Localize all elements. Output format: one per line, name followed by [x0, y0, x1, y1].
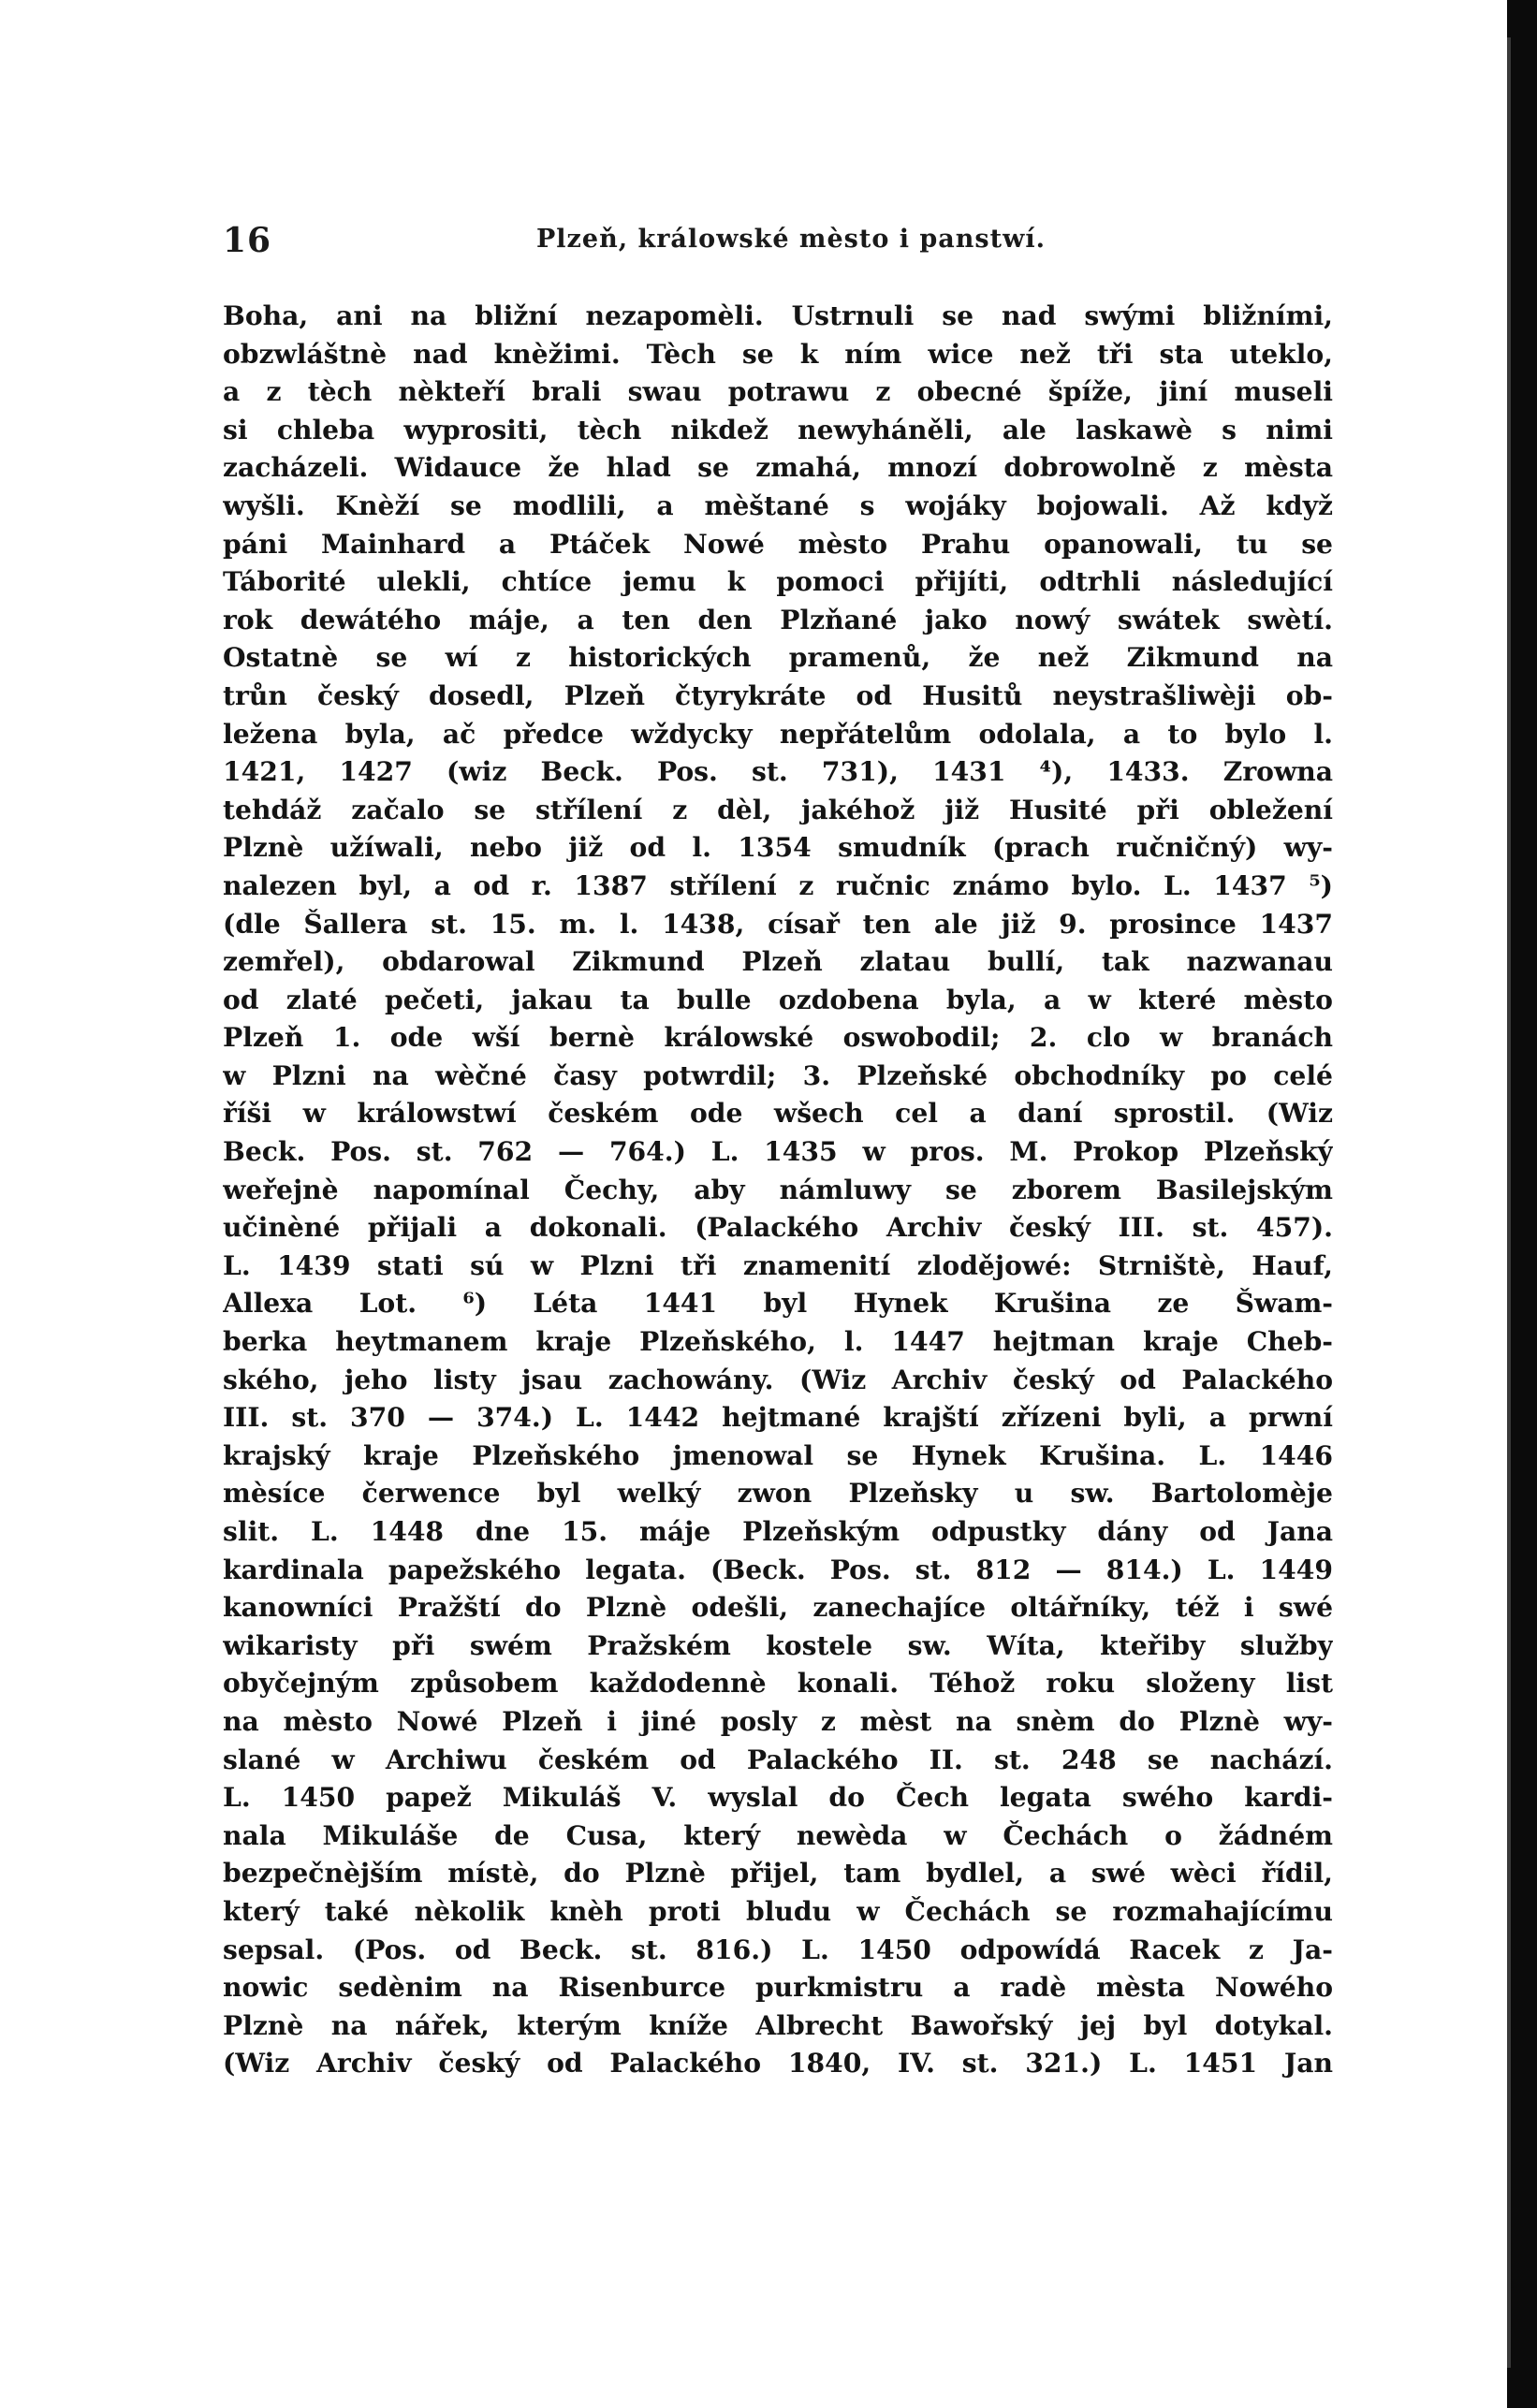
text-line: Plznè na nářek, kterým kníže Albrecht Bawořský jej byl dotykal. [223, 2009, 1333, 2041]
running-title: Plzeň, králowské mèsto i panstwí. [536, 225, 1046, 254]
text-line: kanowníci Pražští do Plznè odešli, zanechajíce oltářníky, též i swé [223, 1592, 1333, 1624]
text-line: od zlaté pečeti, jakau ta bulle ozdobena byla, a w které mèsto [223, 984, 1333, 1015]
text-line: w Plzni na wèčné časy potwrdil; 3. Plzeňské obchodníky po celé [223, 1059, 1333, 1091]
scan-edge [1507, 0, 1537, 2408]
text-line: na mèsto Nowé Plzeň i jiné posly z mèst na snèm do Plznè wy- [223, 1705, 1333, 1737]
text-line: Beck. Pos. st. 762 — 764.) L. 1435 w pros. M. Prokop Plzeňský [223, 1136, 1333, 1168]
text-line: nalezen byl, a od r. 1387 střílení z ručnic známo bylo. L. 1437 ⁵) [223, 869, 1333, 901]
text-line: Ostatnè se wí z historických pramenů, že než Zikmund na [223, 642, 1333, 674]
text-line: nala Mikuláše de Cusa, který newèda w Čechách o žádném [223, 1819, 1333, 1851]
text-line: L. 1450 papež Mikuláš V. wyslal do Čech legata swého kardi- [223, 1782, 1333, 1814]
text-line: (Wiz Archiv český od Palackého 1840, IV. st. 321.) L. 1451 Jan [223, 2048, 1333, 2080]
text-line: Allexa Lot. ⁶) Léta 1441 byl Hynek Krušina ze Šwam- [223, 1288, 1333, 1320]
text-line: 1421, 1427 (wiz Beck. Pos. st. 731), 1431 ⁴), 1433. Zrowna [223, 756, 1333, 788]
text-line: rok dewátého máje, a ten den Plzňané jako nowý swátek swètí. [223, 604, 1333, 635]
text-line: si chleba wyprositi, tèch nikdež newyháněli, ale laskawè s nimi [223, 414, 1333, 445]
text-line: učinèné přijali a dokonali. (Palackého Archiv český III. st. 457). [223, 1212, 1333, 1244]
text-line: páni Mainhard a Ptáček Nowé mèsto Prahu opanowali, tu se [223, 528, 1333, 560]
scan-edge-shadow [1507, 37, 1511, 2368]
text-line: III. st. 370 — 374.) L. 1442 hejtmané krajští zřízeni byli, a prwní [223, 1402, 1333, 1434]
text-line: zemřel), obdarowal Zikmund Plzeň zlatau bullí, tak nazwanau [223, 946, 1333, 978]
text-line: mèsíce čerwence byl welký zwon Plzeňsky u sw. Bartolomèje [223, 1478, 1333, 1510]
text-line: weřejnè napomínal Čechy, aby námluwy se zborem Basilejským [223, 1174, 1333, 1205]
page-number: 16 [223, 221, 272, 260]
text-line: berka heytmanem kraje Plzeňského, l. 1447 hejtman kraje Cheb- [223, 1326, 1333, 1358]
text-line: L. 1439 stati sú w Plzni tři znamenití zlodějowé: Strništè, Hauf, [223, 1249, 1333, 1281]
text-line: Boha, ani na bližní nezapomèli. Ustrnuli se nad swými bližními, [223, 300, 1333, 331]
text-line: Plzeň 1. ode wší bernè králowské oswobodil; 2. clo w branách [223, 1022, 1333, 1054]
text-line: trůn český dosedl, Plzeň čtyrykráte od Husitů neystrašliwèji ob- [223, 679, 1333, 711]
text-line: tehdáž začalo se střílení z dèl, jakéhož již Husité při obležení [223, 794, 1333, 825]
body-text [223, 298, 1333, 2083]
text-line: sepsal. (Pos. od Beck. st. 816.) L. 1450 odpowídá Racek z Ja- [223, 1934, 1333, 1965]
text-line: a z tèch nèkteří brali swau potrawu z obecné špíže, jiní museli [223, 376, 1333, 408]
text-line: ležena byla, ač předce wždycky nepřátelům odolala, a to bylo l. [223, 718, 1333, 750]
text-line: obyčejným způsobem každodennè konali. Téhož roku složeny list [223, 1668, 1333, 1700]
text-line: nowic sedènim na Risenburce purkmistru a radè mèsta Nowého [223, 1972, 1333, 2004]
text-line: který také nèkolik knèh proti bludu w Čechách se rozmahajícímu [223, 1895, 1333, 1927]
text-line: ského, jeho listy jsau zachowány. (Wiz Archiv český od Palackého [223, 1364, 1333, 1395]
text-line: Táborité ulekli, chtíce jemu k pomoci přijíti, odtrhli následující [223, 566, 1333, 598]
text-line: říši w králowstwí českém ode wšech cel a daní sprostil. (Wiz [223, 1098, 1333, 1130]
text-line: bezpečnèjším místè, do Plznè přijel, tam bydlel, a swé wèci řídil, [223, 1858, 1333, 1890]
text-line: krajský kraje Plzeňského jmenowal se Hynek Krušina. L. 1446 [223, 1439, 1333, 1471]
text-line: kardinala papežského legata. (Beck. Pos. st. 812 — 814.) L. 1449 [223, 1554, 1333, 1585]
text-line: Plznè užíwali, nebo již od l. 1354 smudník (prach ručničný) wy- [223, 832, 1333, 864]
text-line: slané w Archiwu českém od Palackého II. st. 248 se nachází. [223, 1744, 1333, 1775]
text-line: wikaristy při swém Pražském kostele sw. Wíta, kteřiby služby [223, 1629, 1333, 1661]
text-line: (dle Šallera st. 15. m. l. 1438, císař ten ale již 9. prosince 1437 [223, 908, 1333, 940]
text-line: obzwláštnè nad knèžimi. Tèch se k ním wice než tři sta uteklo, [223, 338, 1333, 370]
text-line: zacházeli. Widauce že hlad se zmahá, mnozí dobrowolně z mèsta [223, 452, 1333, 484]
page-header [223, 221, 1327, 258]
text-line: slit. L. 1448 dne 15. máje Plzeňským odpustky dány od Jana [223, 1516, 1333, 1547]
text-line: wyšli. Knèží se modlili, a mèštané s wojáky bojowali. Až když [223, 489, 1333, 521]
